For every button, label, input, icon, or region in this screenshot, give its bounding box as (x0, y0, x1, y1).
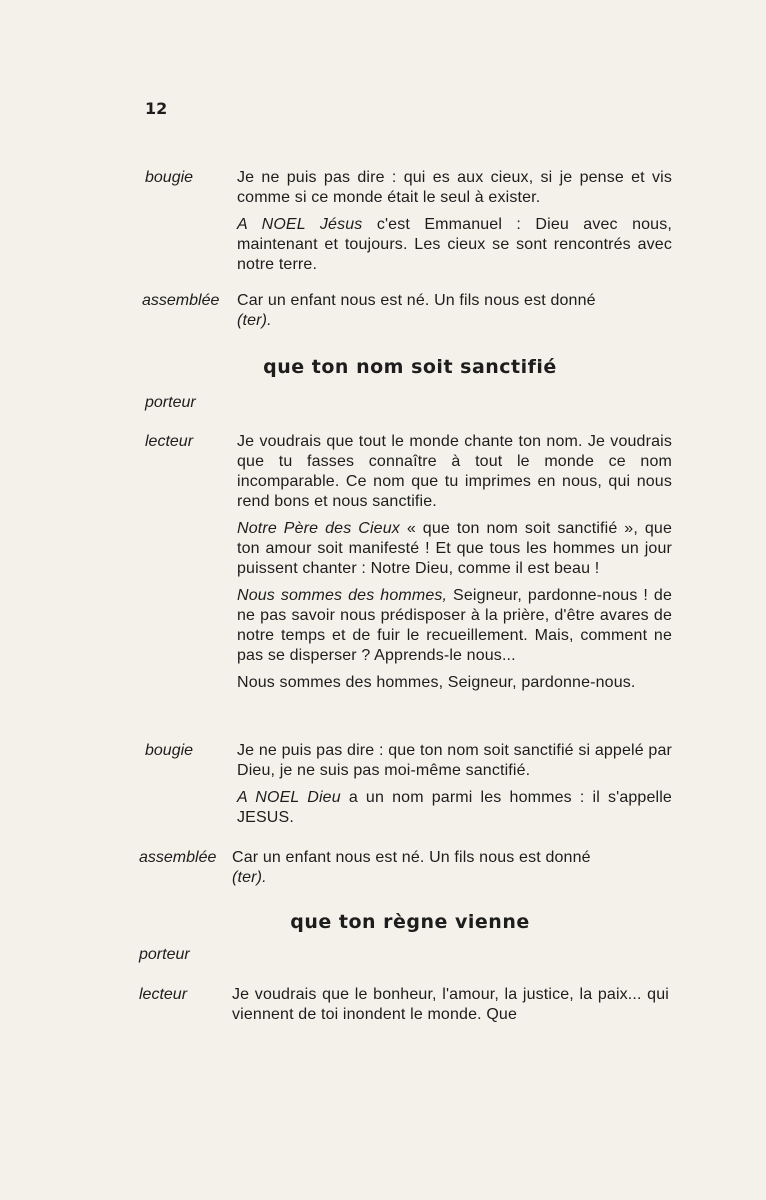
speech-text (237, 291, 672, 331)
paragraph (237, 519, 672, 579)
speech-text (237, 432, 672, 693)
page-number: 12 (145, 99, 168, 118)
paragraph: Je voudrais que tout le monde chante ton nom. Je voudrais que tu fasses connaître à tout le monde ce nom incomparable. Ce nom que tu imprimes en nous, qui nous rend bons et nous sanctifie. (237, 433, 672, 510)
speech-text (237, 168, 672, 275)
emphasis-text: Nous sommes des hommes, (237, 587, 448, 604)
paragraph-text: « que ton nom soit sanctifié », que ton amour soit manifesté ! Et que tous les hommes un jour puissent chanter : Notre Dieu, comme il est beau ! (237, 520, 673, 577)
paragraph (237, 788, 672, 828)
speaker-label: porteur (139, 946, 190, 963)
emphasis-text: (ter). (232, 869, 267, 886)
speaker-label: lecteur (145, 433, 194, 450)
speaker-label: assemblée (139, 849, 217, 866)
speaker-label: lecteur (139, 986, 188, 1003)
paragraph-text: a un nom parmi les hommes : il s'appelle JESUS. (237, 789, 672, 826)
paragraph: Je ne puis pas dire : qui es aux cieux, si je pense et vis comme si ce monde était le seul à exister. (237, 169, 672, 206)
emphasis-text: (ter). (237, 312, 272, 329)
paragraph (237, 291, 672, 331)
emphasis-text: Notre Père des Cieux (237, 520, 400, 537)
speaker-label: assemblée (142, 292, 220, 309)
paragraph: Je ne puis pas dire : que ton nom soit sanctifié si appelé par Dieu, je ne suis pas moi-même sanctifié. (237, 742, 672, 779)
paragraph-text: Car un enfant nous est né. Un fils nous est donné (237, 292, 596, 309)
speech-text (232, 848, 669, 888)
speaker-label: porteur (145, 394, 196, 411)
paragraph-text: Car un enfant nous est né. Un fils nous est donné (232, 849, 591, 866)
speech-text (237, 741, 672, 828)
section-heading: que ton nom soit sanctifié (263, 356, 557, 378)
emphasis-text: A NOEL Jésus (237, 216, 363, 233)
paragraph-text: Seigneur, pardonne-nous ! de ne pas savoir nous prédisposer à la prière, d'être avares de notre temps et de fuir le recueillement. Mais, comment ne pas se disperser ? Apprends-le nous... (237, 587, 672, 664)
paragraph (237, 586, 672, 666)
paragraph: Je voudrais que le bonheur, l'amour, la justice, la paix... qui viennent de toi inondent le monde. Que (232, 986, 669, 1023)
emphasis-text: A NOEL Dieu (237, 789, 341, 806)
paragraph-text: c'est Emmanuel : Dieu avec nous, maintenant et toujours. Les cieux se sont rencontrés avec notre terre. (237, 216, 672, 273)
speaker-label: bougie (145, 742, 194, 759)
section-heading: que ton règne vienne (290, 911, 530, 933)
paragraph: Nous sommes des hommes, Seigneur, pardonne-nous. (237, 674, 636, 691)
paragraph (237, 215, 672, 275)
speaker-label: bougie (145, 169, 194, 186)
paragraph (232, 848, 669, 888)
speech-text (232, 985, 669, 1025)
